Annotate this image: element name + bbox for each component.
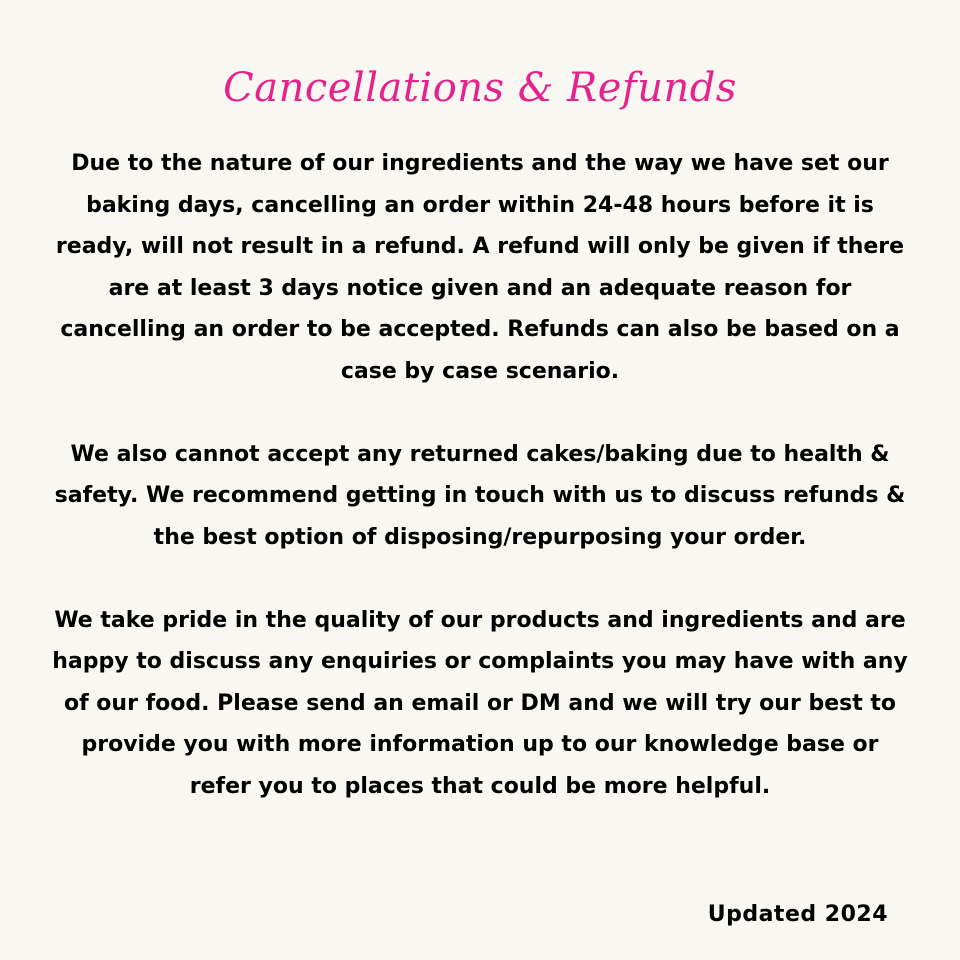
quality-paragraph: We take pride in the quality of our products and ingredients and are happy to discuss any enquiries or complaints you may have with any of our food. Please send an email or DM and we will try our best to provide you with more information up to our knowledge base or refer you to places that could be more helpful.: [52, 607, 908, 799]
cancellation-paragraph: Due to the nature of our ingredients and the way we have set our baking days, cancelling an order within 24-48 hours before it is ready, will not result in a refund. A refund will only be given if there are at least 3 days notice given and an adequate reason for cancelling an order to be accepted. Refunds can also be based on a case by case scenario.: [55, 151, 905, 384]
returns-paragraph: We also cannot accept any returned cakes/baking due to health & safety. We recommend getting in touch with us to discuss refunds & the best option of disposing/repurposing your order.: [54, 441, 906, 550]
policy-body: [50, 143, 910, 807]
updated-date: Updated 2024: [707, 902, 888, 927]
page-title: Cancellations & Refunds: [223, 65, 737, 111]
